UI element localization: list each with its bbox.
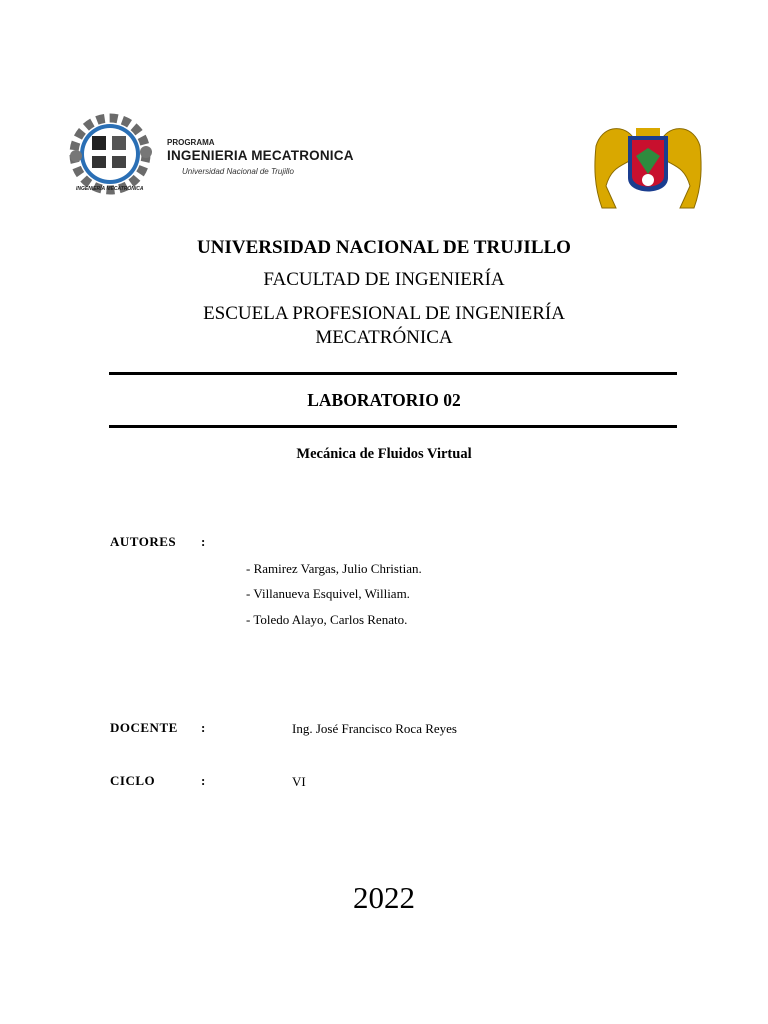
author-2: - Villanueva Esquivel, William. [246, 586, 410, 601]
teacher-colon: : [201, 720, 206, 735]
teacher-label: DOCENTE [110, 720, 178, 735]
authors-label: AUTORES [110, 534, 177, 549]
divider-bottom [109, 425, 677, 428]
author-1: - Ramirez Vargas, Julio Christian. [246, 561, 422, 576]
lab-title: LABORATORIO 02 [307, 390, 461, 410]
author-3: - Toledo Alayo, Carlos Renato. [246, 612, 408, 627]
cycle-label: CICLO [110, 773, 156, 788]
university-crest [592, 116, 704, 216]
divider-top [109, 372, 677, 375]
year: 2022 [353, 880, 415, 915]
lab-subject: Mecánica de Fluidos Virtual [296, 446, 472, 462]
cycle-colon: : [201, 773, 206, 788]
teacher-name: Ing. José Francisco Roca Reyes [292, 721, 457, 736]
school-title-line1: ESCUELA PROFESIONAL DE INGENIERÍA [203, 303, 565, 324]
school-title-line2: MECATRÓNICA [315, 327, 453, 348]
university-title: UNIVERSIDAD NACIONAL DE TRUJILLO [197, 237, 571, 258]
gear-caption: INGENIERÍA MECATRÓNICA [76, 186, 144, 192]
authors-colon: : [201, 534, 206, 549]
program-name: INGENIERIA MECATRONICA [167, 148, 354, 163]
school-title [0, 302, 768, 350]
faculty-title: FACULTAD DE INGENIERÍA [263, 269, 505, 290]
program-label: PROGRAMA [167, 138, 215, 147]
program-university: Universidad Nacional de Trujillo [182, 167, 294, 176]
program-logo [62, 112, 362, 202]
crest-icon [592, 116, 704, 216]
cycle-value: VI [292, 774, 306, 789]
